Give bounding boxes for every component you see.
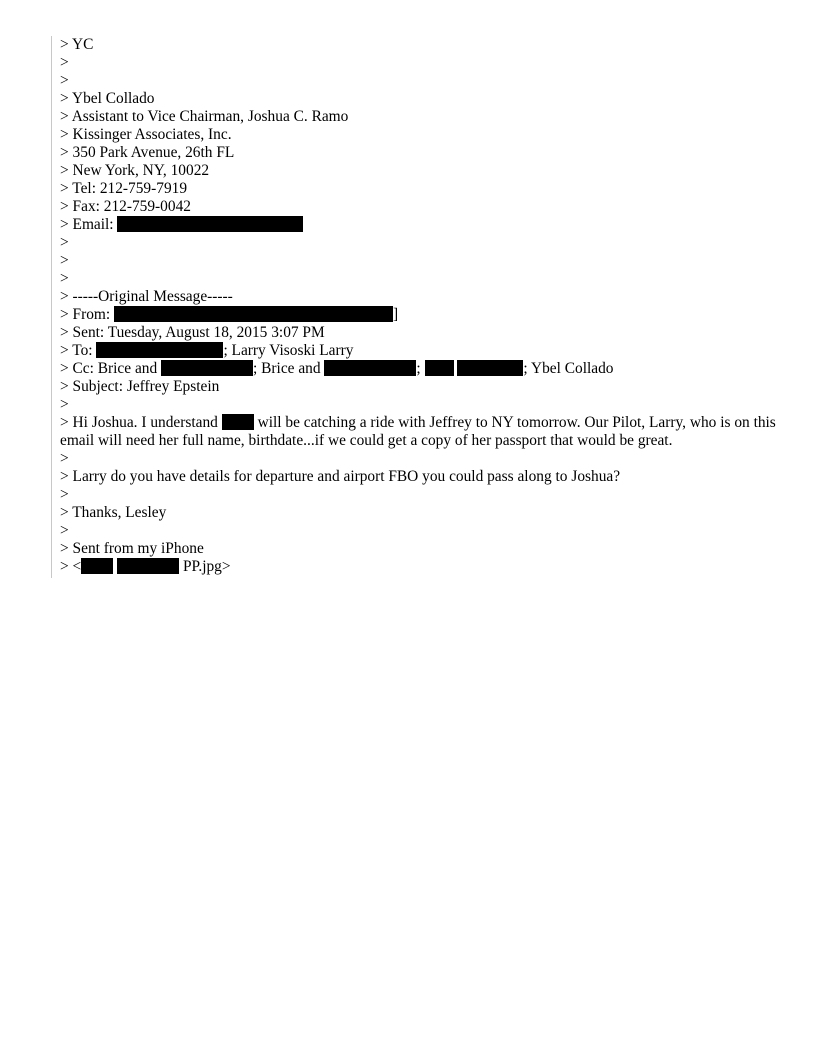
blank-line bbox=[60, 270, 780, 288]
quote-marker: > bbox=[60, 360, 69, 377]
quote-marker: > bbox=[60, 306, 69, 323]
signature-city bbox=[60, 162, 780, 180]
quote-marker: > bbox=[60, 468, 69, 485]
blank-line bbox=[60, 54, 780, 72]
quote-marker: > bbox=[60, 144, 69, 161]
quote-marker: > bbox=[60, 252, 69, 269]
cc-tail: ; Ybel Collado bbox=[523, 360, 614, 377]
attachment-name: PP.jpg> bbox=[182, 558, 231, 575]
quote-marker: > bbox=[60, 216, 69, 233]
signature-city-text: New York, NY, 10022 bbox=[72, 162, 210, 179]
message-intro: Hi Joshua. I understand bbox=[72, 414, 218, 431]
sent-from-text: Sent from my iPhone bbox=[72, 540, 204, 557]
signature-company-text: Kissinger Associates, Inc. bbox=[72, 126, 232, 143]
redaction-box bbox=[117, 558, 179, 574]
quote-marker: > bbox=[60, 36, 69, 53]
quote-marker: > bbox=[60, 504, 69, 521]
redaction-box bbox=[324, 360, 416, 376]
quote-bar bbox=[51, 36, 52, 578]
message-paragraph bbox=[60, 414, 780, 450]
cc-line bbox=[60, 360, 780, 378]
quote-marker: > bbox=[60, 54, 69, 71]
blank-line bbox=[60, 450, 780, 468]
email-label: Email: bbox=[72, 216, 114, 233]
yc-line bbox=[60, 36, 780, 54]
quote-marker: > bbox=[60, 270, 69, 287]
signature-title bbox=[60, 108, 780, 126]
quote-marker: > bbox=[60, 522, 69, 539]
signature-name-text: Ybel Collado bbox=[71, 90, 155, 107]
yc-text: YC bbox=[71, 36, 94, 53]
sent-text: Sent: Tuesday, August 18, 2015 3:07 PM bbox=[72, 324, 325, 341]
signature-name bbox=[60, 90, 780, 108]
quote-marker: > bbox=[60, 378, 69, 395]
blank-line bbox=[60, 252, 780, 270]
to-label: To: bbox=[72, 342, 93, 359]
quote-marker: > bbox=[60, 486, 69, 503]
original-message-header bbox=[60, 288, 780, 306]
signature-email bbox=[60, 216, 780, 234]
attachment-open: < bbox=[72, 558, 82, 575]
redaction-box bbox=[222, 414, 254, 430]
signature-tel-text: Tel: 212-759-7919 bbox=[72, 180, 188, 197]
message-body: will be catching a ride with Jeffrey to NY tomorrow. Our Pilot, Larry, who is on this email will need her full name, birthdate...if we could get a copy of her passport that would be great. bbox=[60, 414, 776, 449]
larry-question-line bbox=[60, 468, 780, 486]
quote-marker: > bbox=[60, 108, 69, 125]
quote-marker: > bbox=[60, 162, 69, 179]
quote-marker: > bbox=[60, 90, 69, 107]
signature-tel bbox=[60, 180, 780, 198]
quote-marker: > bbox=[60, 540, 69, 557]
quote-marker: > bbox=[60, 198, 69, 215]
blank-line bbox=[60, 396, 780, 414]
signature-title-text: Assistant to Vice Chairman, Joshua C. Ramo bbox=[71, 108, 349, 125]
cc-brice2: ; Brice and bbox=[253, 360, 321, 377]
quote-marker: > bbox=[60, 558, 69, 575]
redaction-box bbox=[81, 558, 113, 574]
redaction-box bbox=[117, 216, 303, 232]
quote-marker: > bbox=[60, 234, 69, 251]
blank-line bbox=[60, 486, 780, 504]
signature-fax-text: Fax: 212-759-0042 bbox=[72, 198, 191, 215]
sent-from-line bbox=[60, 540, 780, 558]
larry-question-text: Larry do you have details for departure and airport FBO you could pass along to Joshua? bbox=[72, 468, 621, 485]
cc-semicolon: ; bbox=[416, 360, 421, 377]
quote-marker: > bbox=[60, 324, 69, 341]
quote-marker: > bbox=[60, 414, 69, 431]
blank-line bbox=[60, 522, 780, 540]
signature-fax bbox=[60, 198, 780, 216]
original-message-text: -----Original Message----- bbox=[72, 288, 233, 305]
redaction-box bbox=[114, 306, 393, 322]
signature-address bbox=[60, 144, 780, 162]
thanks-text: Thanks, Lesley bbox=[72, 504, 167, 521]
quote-marker: > bbox=[60, 396, 69, 413]
thanks-line bbox=[60, 504, 780, 522]
quote-marker: > bbox=[60, 126, 69, 143]
signature-address-text: 350 Park Avenue, 26th FL bbox=[72, 144, 235, 161]
from-line bbox=[60, 306, 780, 324]
blank-line bbox=[60, 234, 780, 252]
quote-marker: > bbox=[60, 450, 69, 467]
signature-company bbox=[60, 126, 780, 144]
cc-label: Cc: Brice and bbox=[72, 360, 158, 377]
redaction-box bbox=[161, 360, 253, 376]
redaction-box bbox=[425, 360, 454, 376]
quote-marker: > bbox=[60, 288, 69, 305]
from-label: From: bbox=[72, 306, 111, 323]
blank-line bbox=[60, 72, 780, 90]
quote-marker: > bbox=[60, 342, 69, 359]
to-line bbox=[60, 342, 780, 360]
subject-line bbox=[60, 378, 780, 396]
redaction-box bbox=[96, 342, 223, 358]
from-tail: ] bbox=[393, 306, 399, 323]
redaction-box bbox=[457, 360, 523, 376]
quote-marker: > bbox=[60, 72, 69, 89]
quote-marker: > bbox=[60, 180, 69, 197]
email-body bbox=[60, 36, 780, 576]
subject-text: Subject: Jeffrey Epstein bbox=[72, 378, 220, 395]
attachment-line bbox=[60, 558, 780, 576]
to-tail: ; Larry Visoski Larry bbox=[223, 342, 354, 359]
sent-line bbox=[60, 324, 780, 342]
